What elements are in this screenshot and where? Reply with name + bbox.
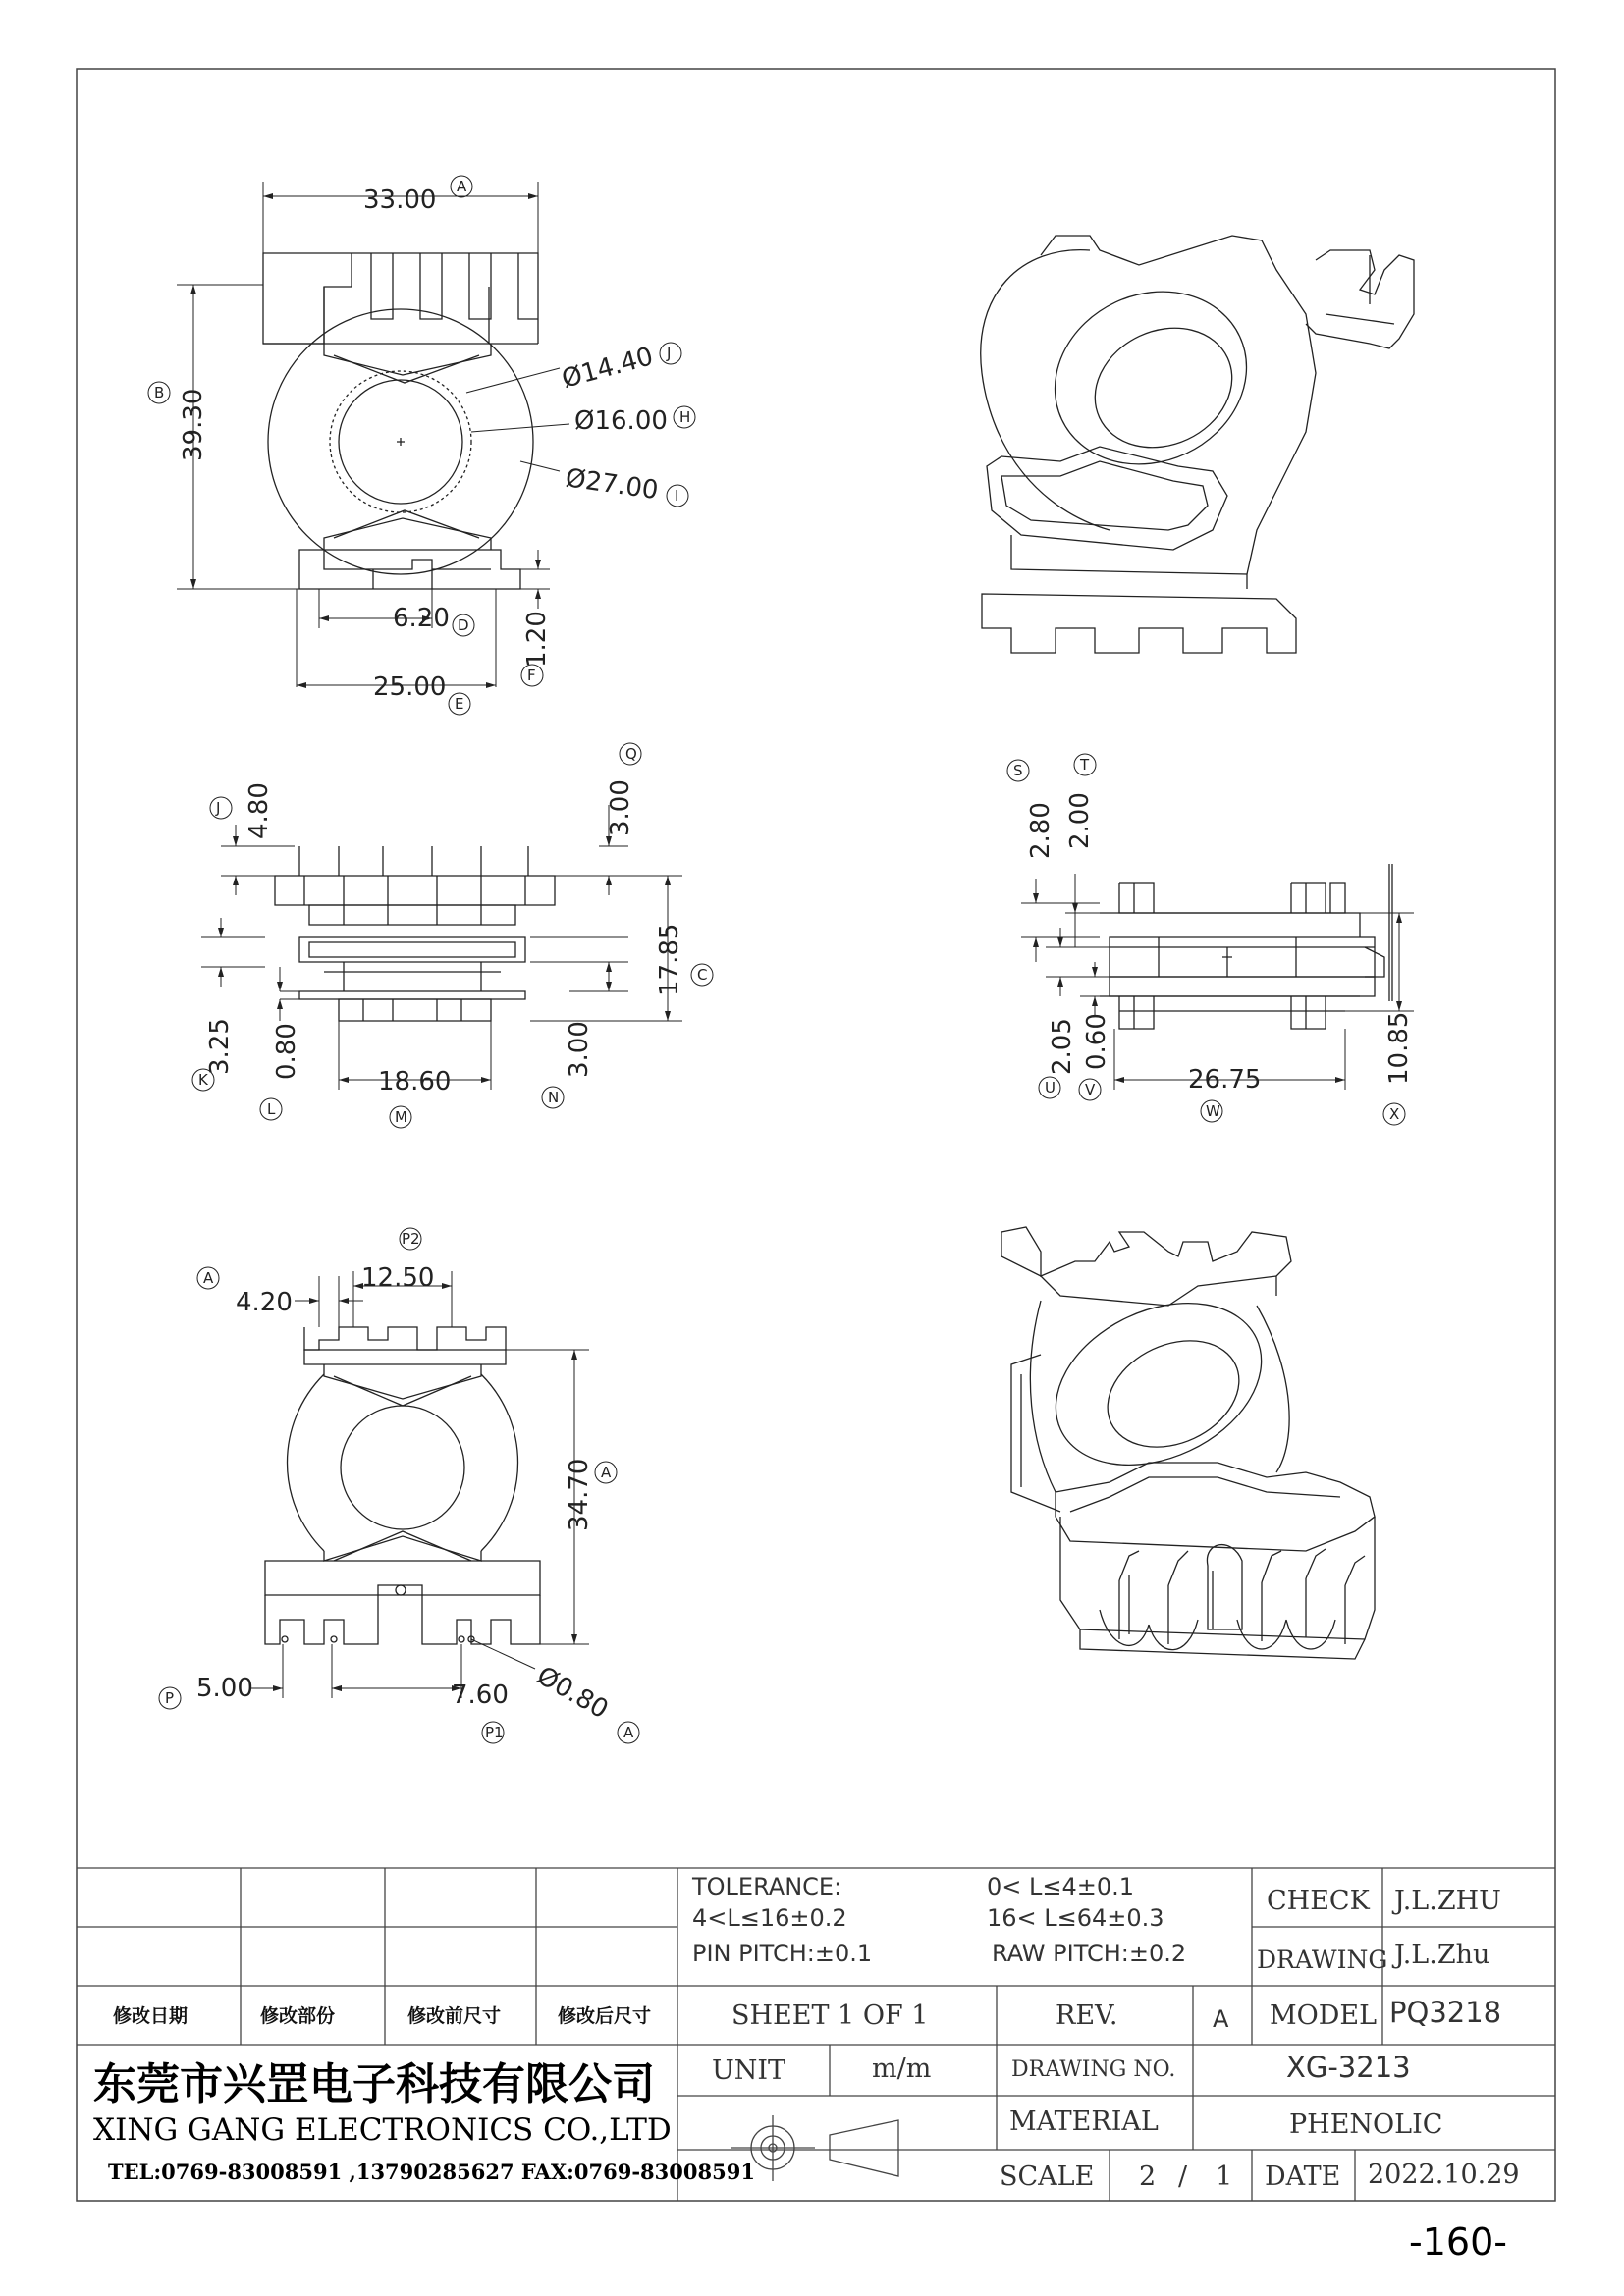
bottom-ref-pin: A (623, 1724, 634, 1741)
front-dim-e: 25.00 (373, 672, 447, 702)
side-dim-k: 3.25 (205, 1018, 235, 1075)
side-ref-n: N (548, 1089, 560, 1106)
page-number: -160- (1409, 2220, 1507, 2264)
front-ref-f: F (527, 667, 536, 684)
side-dim-l: 0.80 (272, 1023, 301, 1080)
side-view-left (275, 846, 555, 1021)
tolerance-3: 16< L≤64±0.3 (987, 1904, 1164, 1932)
side-dim-t: 2.00 (1065, 792, 1095, 849)
tolerance-label: TOLERANCE: (692, 1873, 842, 1900)
bottom-ref-p: P (165, 1689, 175, 1707)
rev-label: REV. (1056, 2001, 1118, 2031)
model-value: PQ3218 (1389, 1996, 1502, 2029)
side-dim-q: 3.00 (606, 779, 635, 836)
drawing-no-label: DRAWING NO. (1011, 2057, 1176, 2082)
scale-separator: / (1178, 2162, 1188, 2192)
front-ref-a: A (457, 178, 467, 195)
side-ref-w: W (1206, 1102, 1220, 1120)
front-dim-j: Ø14.40 (559, 342, 657, 395)
front-view-dims (177, 182, 569, 687)
side-dim-x: 10.85 (1384, 1011, 1414, 1085)
side-dim-c: 17.85 (655, 923, 684, 996)
side-ref-s: S (1013, 762, 1023, 779)
unit-value: m/m (872, 2054, 932, 2084)
side-ref-t: T (1080, 756, 1090, 774)
front-ref-h: H (679, 408, 691, 426)
bottom-dim-pin: Ø0.80 (531, 1661, 614, 1726)
front-dim-d: 6.20 (393, 604, 450, 633)
bottom-ref-p2: P2 (402, 1230, 420, 1248)
front-view (263, 253, 538, 589)
scale-numerator: 2 (1139, 2162, 1157, 2192)
front-ref-i: I (675, 487, 679, 505)
front-ref-b: B (154, 384, 165, 401)
company-contact: TEL:0769-83008591 ,13790285627 FAX:0769-83008591 (108, 2160, 755, 2184)
bottom-ref-a: A (601, 1464, 612, 1481)
front-dim-f: 1.20 (522, 611, 552, 667)
sheet-info: SHEET 1 OF 1 (731, 2001, 929, 2031)
side-ref-k: K (198, 1071, 208, 1089)
tolerance-2: 4<L≤16±0.2 (692, 1904, 847, 1932)
front-ref-d: D (458, 616, 469, 634)
rev-value: A (1213, 2005, 1229, 2033)
isometric-view-bottom (1001, 1227, 1375, 1659)
side-view-right-dims (1021, 874, 1414, 1090)
company-name-cn: 东莞市兴罡电子科技有限公司 (93, 2059, 655, 2109)
side-dim-j: 4.80 (244, 782, 274, 839)
front-dim-i: Ø27.00 (564, 463, 661, 507)
bottom-ref-a-top: A (203, 1269, 214, 1287)
bottom-view (265, 1327, 540, 1644)
side-view-right (1100, 864, 1392, 1029)
scale-denominator: 1 (1216, 2162, 1233, 2192)
drawing-no-value: XG-3213 (1286, 2051, 1411, 2084)
bottom-bore (341, 1406, 464, 1529)
drawing-label: DRAWING (1257, 1946, 1388, 1974)
side-ref-x: X (1389, 1105, 1400, 1123)
material-label: MATERIAL (1009, 2107, 1159, 2137)
front-ref-e: E (455, 695, 464, 713)
revision-date-header: 修改日期 (113, 2005, 189, 2027)
side-ref-u: U (1045, 1079, 1056, 1096)
side-ref-v: V (1085, 1081, 1096, 1098)
side-dim-w: 26.75 (1188, 1065, 1262, 1095)
revision-part-header: 修改部份 (260, 2005, 336, 2027)
side-dim-n: 3.00 (565, 1021, 594, 1078)
revision-before-header: 修改前尺寸 (407, 2005, 502, 2027)
side-dim-m: 18.60 (378, 1067, 452, 1096)
side-ref-l: L (267, 1100, 276, 1118)
pin-pitch: PIN PITCH:±0.1 (692, 1940, 873, 1967)
bottom-dim-p1: 7.60 (452, 1681, 509, 1710)
date-label: DATE (1265, 2162, 1341, 2192)
check-label: CHECK (1267, 1886, 1370, 1916)
model-label: MODEL (1270, 2001, 1378, 2031)
bottom-dim-p2-a: 4.20 (236, 1288, 293, 1317)
side-dim-u: 2.05 (1048, 1018, 1077, 1075)
side-ref-c: C (697, 966, 708, 984)
front-dim-a: 33.00 (363, 186, 437, 215)
bottom-ref-p1: P1 (485, 1724, 504, 1741)
tolerance-1: 0< L≤4±0.1 (987, 1873, 1135, 1900)
revision-after-header: 修改后尺寸 (558, 2005, 652, 2027)
side-ref-j: J (216, 799, 221, 817)
side-ref-q: Q (625, 745, 637, 763)
front-dim-b: 39.30 (179, 388, 208, 461)
front-ref-j: J (667, 345, 672, 362)
front-dim-h: Ø16.00 (574, 406, 668, 436)
front-top-comb (263, 253, 538, 344)
side-dim-s: 2.80 (1026, 802, 1056, 859)
bottom-view-dims (250, 1271, 589, 1698)
company-name-en: XING GANG ELECTRONICS CO.,LTD (93, 2112, 672, 2148)
material-value: PHENOLIC (1289, 2109, 1443, 2140)
raw-pitch: RAW PITCH:±0.2 (992, 1940, 1187, 1967)
bottom-dim-a: 34.70 (565, 1458, 594, 1531)
check-value: J.L.ZHU (1394, 1886, 1501, 1916)
date-value: 2022.10.29 (1368, 2160, 1520, 2190)
isometric-view-top (981, 236, 1414, 653)
unit-label: UNIT (712, 2056, 786, 2086)
bottom-dim-p2: 12.50 (361, 1263, 435, 1293)
scale-label: SCALE (1000, 2162, 1095, 2192)
side-ref-m: M (395, 1108, 407, 1126)
bottom-dim-p: 5.00 (196, 1674, 253, 1703)
drawing-value: J.L.Zhu (1394, 1940, 1490, 1970)
side-dim-v: 0.60 (1082, 1013, 1111, 1070)
